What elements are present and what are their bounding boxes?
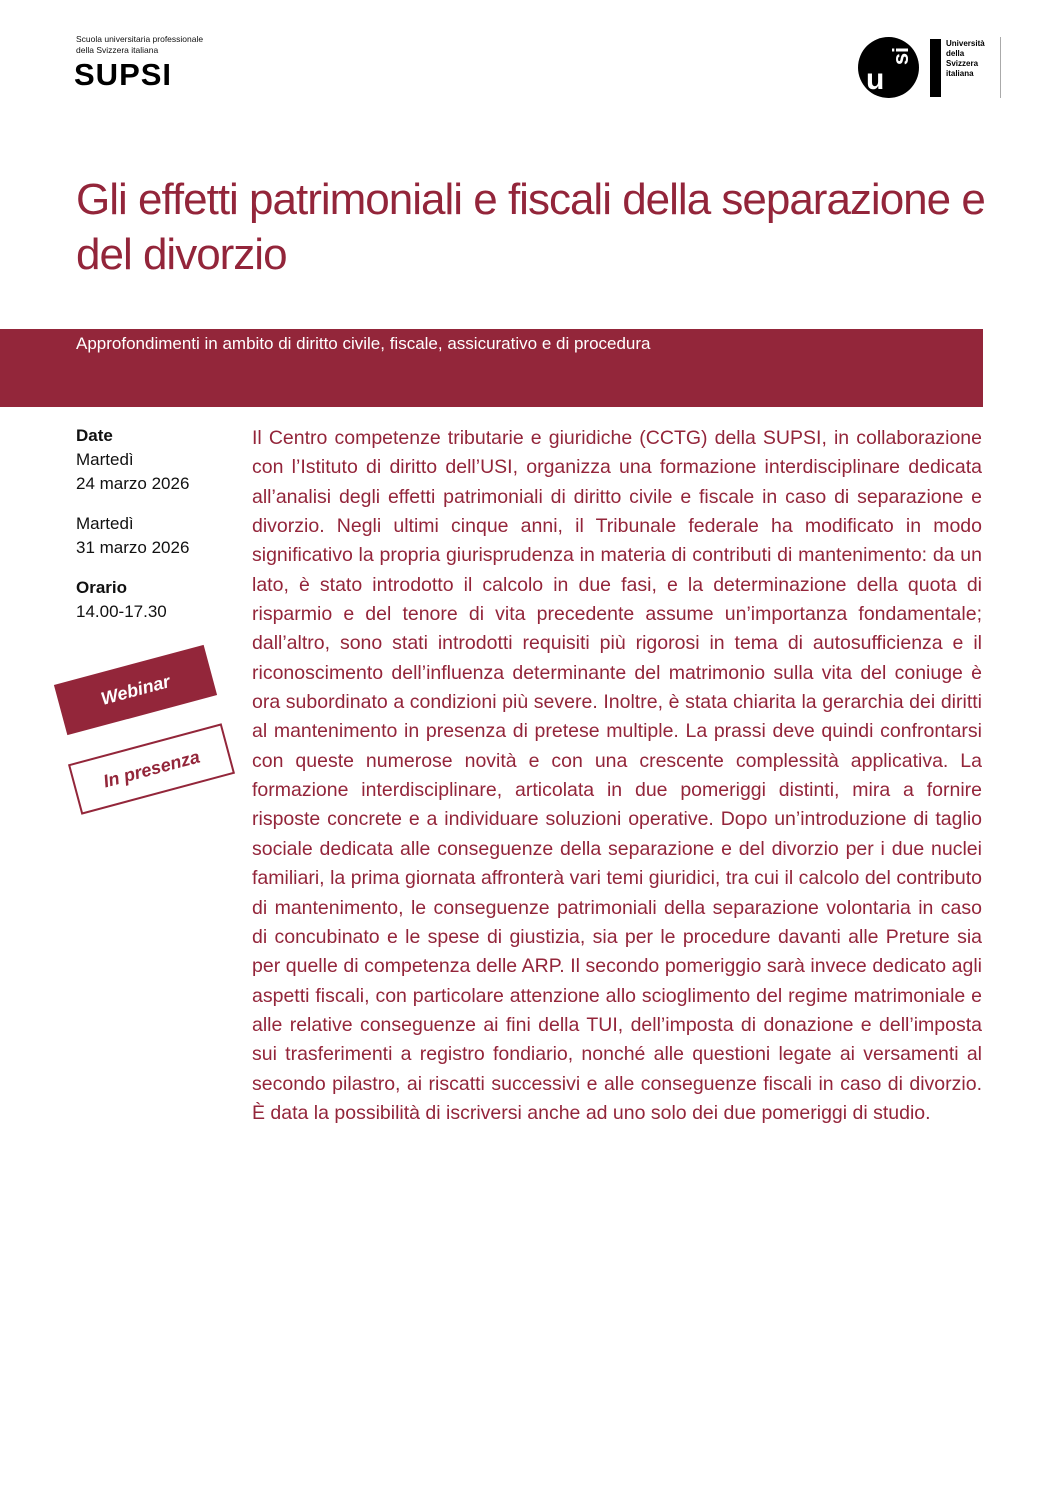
subtitle-banner xyxy=(0,329,983,407)
time-value: 14.00-17.30 xyxy=(76,602,167,621)
body-text: Il Centro competenze tributarie e giuridiche (CCTG) della SUPSI, in collaborazione con l’Istituto di diritto dell’USI, organizza una formazione interdisciplinare dedicata all’analisi degli effetti patrimoniali di diritto civile e fiscale in caso di separazione e divorzio. Negli ultimi cinque anni, il Tribunale federale ha modificato in modo significativo la propria giurisprudenza in materia di contributi di mantenimento: da un lato, è stato introdotto il calcolo in due fasi, e la determinazione della quota di risparmio e del tenore di vita precedente assume un’importanza fondamentale; dall’altro, sono stati introdotti requisiti più rigorosi in tema di autosufficienza e il riconoscimento dell’influenza determinante del matrimonio sulla vita del coniuge è ora subordinato a condizioni più severe. Inoltre, è stata chiarita la gerarchia dei diritti al mantenimento in presenza di pretese multiple. La prassi deve quindi confrontarsi con queste numerose novità e con una crescente complessità applicativa. La formazione interdisciplinare, articolata in due pomeriggi distinti, mira a fornire risposte concrete e a individuare soluzioni operative. Dopo un’introduzione di taglio sociale dedicata alle conseguenze della separazione e del divorzio per i due nuclei familiari, la prima giornata affronterà vari temi giuridici, tra cui il calcolo del contributo di mantenimento, le conseguenze patrimoniali della separazione volontaria in caso di concubinato e le spese di giustizia, sia per le procedure davanti alle Preture sia per quelle di competenza delle ARP. Il secondo pomeriggio sarà invece dedicato agli aspetti fiscali, con particolare attenzione allo scioglimento del regime matrimoniale e alle relative conseguenze ai fini della TUI, dell’imposta di donazione e dell’imposta sui trasferimenti a registro fondiario, nonché alle questioni legate ai versamenti al secondo pilastro, ai riscatti successivi e alle conseguenze fiscali in caso di divorzio. È data la possibilità di iscriversi anche ad uno solo dei due pomeriggi di studio. xyxy=(252,427,982,1124)
usi-circle-mark xyxy=(858,37,919,98)
date-day: Martedì xyxy=(76,450,134,469)
supsi-subtitle xyxy=(76,34,203,56)
time-label: Orario xyxy=(76,578,128,597)
date-day: Martedì xyxy=(76,514,134,533)
in-presenza-tag: In presenza xyxy=(68,723,235,814)
supsi-subtitle-line: della Svizzera italiana xyxy=(76,45,159,55)
usi-name-line: Svizzera xyxy=(946,59,979,68)
date-value: 24 marzo 2026 xyxy=(76,474,190,493)
supsi-logo: SUPSI xyxy=(74,57,173,92)
usi-name-line: Università xyxy=(946,39,985,48)
date-label: Date xyxy=(76,426,113,445)
usi-name-line: italiana xyxy=(946,69,974,78)
usi-logo xyxy=(858,37,1008,99)
page-title: Gli effetti patrimoniali e fiscali della separazione e del divorzio xyxy=(76,175,985,279)
usi-mark-u: u xyxy=(866,63,885,96)
event-info xyxy=(76,424,246,624)
usi-name xyxy=(946,39,985,79)
usi-name-line: della xyxy=(946,49,965,58)
supsi-subtitle-line: Scuola universitaria professionale xyxy=(76,34,204,44)
usi-bar xyxy=(930,39,941,97)
divider xyxy=(1000,37,1001,98)
subtitle: Approfondimenti in ambito di diritto civile, fiscale, assicurativo e di procedura xyxy=(76,334,651,353)
usi-mark-si: si xyxy=(888,46,914,66)
date-value: 31 marzo 2026 xyxy=(76,538,190,557)
webinar-tag: Webinar xyxy=(54,645,217,735)
